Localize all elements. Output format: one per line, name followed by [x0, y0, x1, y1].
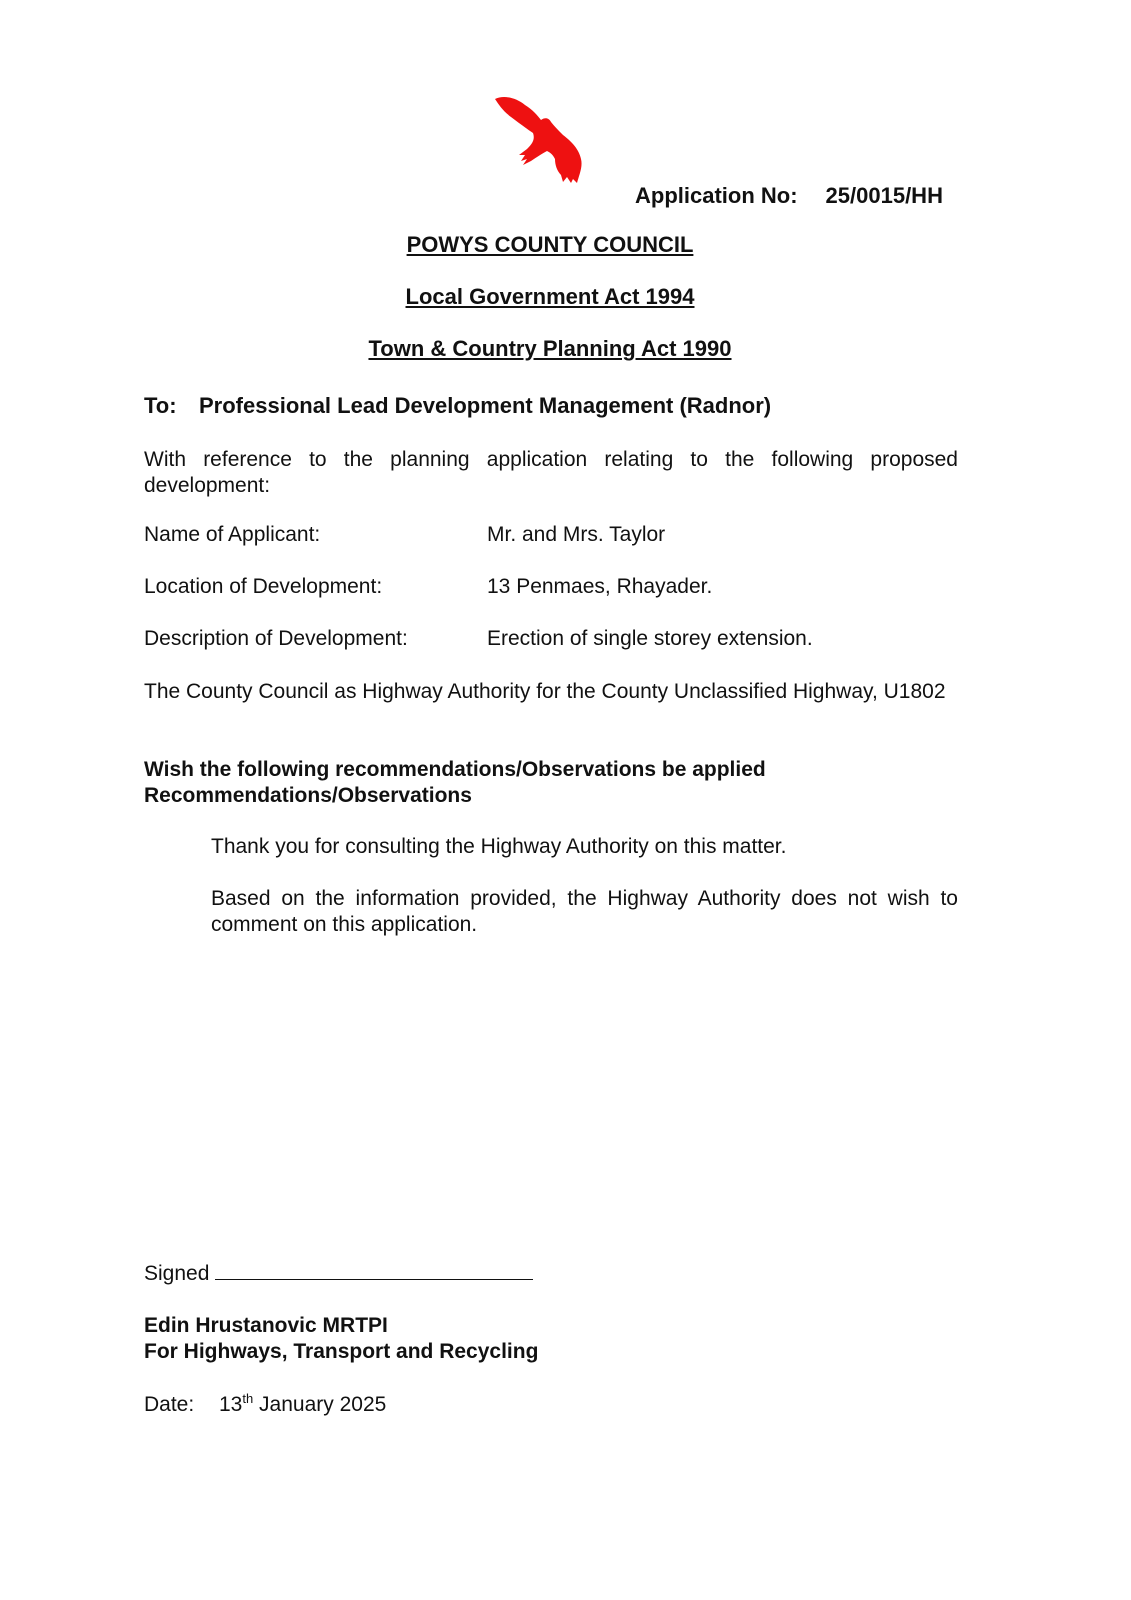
detail-label: Description of Development: [144, 627, 408, 650]
recipient-line [144, 393, 771, 419]
date-line [144, 1393, 386, 1417]
recommendations-line-2: Recommendations/Observations [144, 784, 472, 807]
detail-row-description [144, 627, 813, 651]
red-kite-logo-icon [493, 93, 593, 185]
act-heading-1994: Local Government Act 1994 [405, 284, 695, 309]
observation-2: Based on the information provided, the Highway Authority does not wish to comment on this application. [211, 887, 958, 936]
observation-1: Thank you for consulting the Highway Authority on this matter. [211, 835, 787, 858]
application-number [635, 183, 943, 209]
date-rest: January 2025 [259, 1393, 387, 1416]
detail-row-location [144, 575, 712, 599]
application-value: 25/0015/HH [825, 183, 943, 208]
council-heading: POWYS COUNTY COUNCIL [406, 232, 694, 257]
to-label: To: [144, 393, 177, 418]
signature-blank [215, 1261, 533, 1280]
detail-row-applicant [144, 523, 665, 547]
detail-label: Location of Development: [144, 575, 383, 598]
signatory-name: Edin Hrustanovic MRTPI [144, 1314, 388, 1337]
recipient-name: Professional Lead Development Management (Radnor) [199, 393, 772, 418]
highway-authority-paragraph: The County Council as Highway Authority for the County Unclassified Highway, U1802 [144, 680, 946, 703]
detail-value: Mr. and Mrs. Taylor [487, 523, 666, 546]
signatory-block [144, 1313, 538, 1365]
detail-value: 13 Penmaes, Rhayader. [487, 575, 713, 598]
signed-label: Signed [144, 1262, 210, 1285]
date-day: 13 [219, 1393, 243, 1416]
date-label: Date: [144, 1393, 195, 1416]
signature-line [144, 1261, 533, 1286]
signatory-department: For Highways, Transport and Recycling [144, 1340, 539, 1363]
detail-label: Name of Applicant: [144, 523, 321, 546]
detail-value: Erection of single storey extension. [487, 627, 813, 650]
intro-paragraph: With reference to the planning application relating to the following proposed development: [144, 448, 958, 497]
date-suffix: th [242, 1391, 254, 1406]
recommendations-heading [144, 757, 766, 809]
act-heading-1990: Town & Country Planning Act 1990 [368, 336, 732, 361]
recommendations-line-1: Wish the following recommendations/Observations be applied [144, 758, 766, 781]
application-label: Application No: [635, 183, 798, 208]
